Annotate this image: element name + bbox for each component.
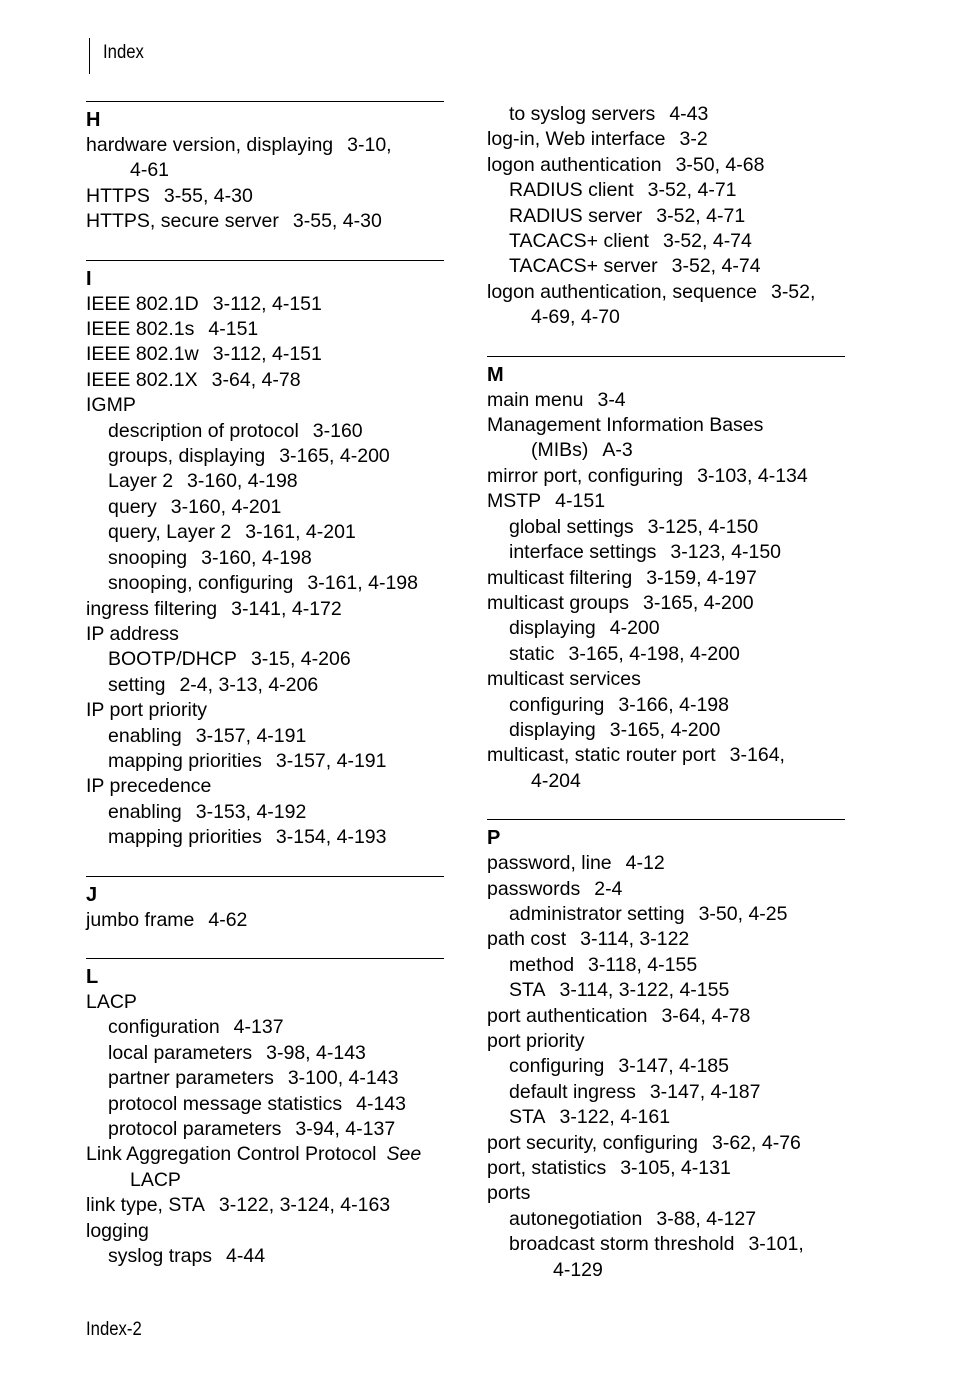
index-entry [86,1041,444,1066]
index-term: setting [108,673,166,696]
index-entry [86,1066,444,1091]
index-term: protocol parameters [108,1118,282,1140]
index-term: logon authentication [487,153,662,176]
page-references: 4-43 [669,103,709,125]
index-entry [487,1004,845,1029]
index-entry [487,388,845,413]
page-references: 3-10, [347,134,392,156]
index-entry [86,1193,444,1218]
index-entry [86,1015,444,1040]
page-references: 3-166, 4-198 [618,693,729,716]
index-term: jumbo frame [86,908,195,931]
index-entry [487,718,845,743]
index-term: configuration [108,1016,220,1039]
page-references: 3-103, 4-134 [697,464,808,487]
page-references: 4-62 [208,908,248,931]
index-entry [86,698,444,723]
index-term: IEEE 802.1X [86,368,198,391]
index-term: passwords [487,877,581,900]
index-entry [487,464,845,489]
index-entry [86,1219,444,1244]
index-term: (MIBs) [531,439,589,462]
page-references: 3-105, 4-131 [620,1157,731,1180]
index-entry [487,1080,845,1105]
section-letter: I [86,267,92,290]
index-term: broadcast storm threshold [509,1233,735,1256]
index-term: IP address [86,622,179,645]
index-term: TACACS+ client [509,230,649,253]
index-column-right [487,101,845,1283]
index-term: ports [487,1182,531,1205]
index-entry [86,673,444,698]
index-entry [86,990,444,1015]
index-section-i [86,260,444,851]
index-entry [487,927,845,952]
page-references: 3-165, 4-200 [609,718,721,741]
index-term: static [509,642,555,665]
index-term: HTTPS [86,184,150,207]
index-section-m [487,356,845,795]
index-entry [86,469,444,494]
index-entry [487,693,845,718]
index-term: port priority [487,1030,585,1052]
index-entry [487,978,845,1003]
page-references: 3-153, 4-192 [195,800,307,823]
index-entry [487,902,845,927]
page-number: Index-2 [86,1319,142,1340]
index-entry [487,877,845,902]
index-entry [86,1117,444,1142]
page-references: 3-4 [597,388,626,411]
index-term: multicast services [487,668,641,691]
index-term: password, line [487,852,612,875]
index-term: 4-129 [553,1258,603,1281]
page-references: 3-114, 3-122, 4-155 [559,979,730,1002]
index-term: IGMP [86,394,136,417]
index-entry [487,1029,845,1054]
running-header: Index [103,42,144,63]
page-references: 3-164, [729,744,785,767]
index-term: STA [509,979,546,1002]
index-entry [86,774,444,799]
index-term: local parameters [108,1041,253,1064]
index-term: IP port priority [86,699,208,722]
page-references: 3-52, 4-74 [662,230,752,253]
index-entry [487,667,845,692]
page-references: 3-123, 4-150 [670,541,782,564]
index-term: 4-204 [531,769,581,792]
index-term: autonegotiation [509,1207,643,1230]
page-references: 3-112, 4-151 [212,292,322,315]
page-references: 3-55, 4-30 [292,210,382,233]
index-term: query, Layer 2 [108,521,232,544]
index-term: Link Aggregation Control Protocol [86,1143,377,1166]
page-references: 4-12 [625,852,665,875]
index-entry [487,1131,845,1156]
index-entry [86,724,444,749]
index-term: to syslog servers [509,103,656,125]
index-term: enabling [108,800,182,823]
index-term: query [108,495,157,518]
index-term: configuring [509,1055,605,1078]
page-references: 3-154, 4-193 [275,826,387,849]
index-entry [487,1207,845,1232]
page-references: 3-122, 4-161 [559,1106,671,1129]
page-references: 3-15, 4-206 [250,648,351,671]
index-term: 4-61 [130,159,170,182]
section-letter: L [86,965,99,988]
index-term: mirror port, configuring [487,464,684,487]
index-term: IP precedence [86,775,212,798]
index-entry [86,749,444,774]
index-term: IEEE 802.1w [86,343,199,366]
page-references: 4-137 [233,1016,284,1039]
section-letter: M [487,363,504,386]
index-term: main menu [487,388,584,411]
index-entry [487,280,845,305]
index-term: global settings [509,515,634,538]
index-term: administrator setting [509,902,685,925]
index-entry [487,489,845,514]
index-entry [487,769,845,794]
index-term: snooping [108,546,188,569]
section-letter: P [487,827,501,850]
index-section-continued [487,102,845,331]
index-entry [487,743,845,768]
index-term: path cost [487,928,567,951]
index-term: port security, configuring [487,1131,698,1154]
index-entry [487,1258,845,1283]
index-term: port authentication [487,1004,648,1027]
index-entry [86,393,444,418]
index-term: LACP [86,990,137,1013]
index-entry [86,622,444,647]
page-references: 3-147, 4-187 [649,1080,761,1103]
index-entry [86,1168,444,1193]
section-rule [86,958,444,959]
index-entry [86,908,444,933]
index-entry [487,229,845,254]
index-entry [86,419,444,444]
index-term: syslog traps [108,1245,213,1268]
index-term: 4-69, 4-70 [531,306,620,329]
index-term: protocol message statistics [108,1092,343,1115]
page-references: 3-157, 4-191 [275,749,387,772]
index-term: multicast filtering [487,566,633,589]
page-references: 3-64, 4-78 [661,1004,751,1027]
page-references: A-3 [602,439,633,462]
index-entry [86,546,444,571]
index-term: displaying [509,718,596,741]
page-references: 3-2 [679,128,708,151]
index-entry [487,153,845,178]
index-term: RADIUS server [509,204,643,227]
index-entry [487,642,845,667]
page-references: 4-151 [208,318,259,341]
page-references: 3-114, 3-122 [580,928,690,951]
page-references: 3-160, 4-198 [187,470,298,493]
page-references: 4-44 [226,1245,266,1268]
index-entry [86,342,444,367]
index-entry [86,1092,444,1117]
page-references: 3-165, 4-200 [279,445,390,468]
index-term: link type, STA [86,1194,205,1217]
page-references: 3-52, 4-74 [671,255,761,278]
index-entry [487,851,845,876]
page-references: 3-165, 4-200 [642,591,754,614]
index-entry [487,102,845,127]
section-rule [86,101,444,102]
page-references: 3-50, 4-25 [698,902,788,925]
index-entry [86,292,444,317]
index-section-p [487,819,845,1283]
page-references: 3-100, 4-143 [287,1067,399,1090]
page-references: 3-52, [770,280,816,303]
index-entry [487,204,845,229]
index-entry [487,1232,845,1257]
page-references: 3-160, 4-198 [201,546,312,569]
page-references: 3-98, 4-143 [266,1041,366,1064]
index-entry [487,1105,845,1130]
page-references: 3-64, 4-78 [211,368,301,391]
index-entry [86,647,444,672]
page-references: 3-112, 4-151 [212,343,322,366]
index-term: logging [86,1219,149,1242]
section-rule [487,819,845,820]
index-entry [86,317,444,342]
index-entry [86,1244,444,1269]
index-section-h [86,101,444,235]
header-rule [89,38,90,74]
index-term: description of protocol [108,419,299,442]
page-references: 3-122, 3-124, 4-163 [218,1194,391,1217]
page-references: 3-125, 4-150 [647,515,759,538]
index-term: port, statistics [487,1157,607,1180]
index-term: LACP [130,1168,181,1191]
index-entry [487,305,845,330]
index-entry [86,800,444,825]
index-term: mapping priorities [108,749,262,772]
index-term: hardware version, displaying [86,134,334,156]
page-references: 3-50, 4-68 [675,153,765,176]
index-entry [487,540,845,565]
section-letter: J [86,883,98,906]
index-term: multicast groups [487,591,629,614]
index-term: TACACS+ server [509,255,658,278]
index-term: snooping, configuring [108,572,294,595]
index-term: configuring [509,693,605,716]
index-entry [86,571,444,596]
index-term: interface settings [509,541,657,564]
index-column-left [86,101,444,1269]
index-term: partner parameters [108,1067,274,1090]
index-entry [487,953,845,978]
page-references: 3-160 [312,419,363,442]
index-entry [86,444,444,469]
page-references: 2-4, 3-13, 4-206 [179,673,319,696]
page-references: 3-94, 4-137 [295,1118,396,1140]
index-entry [487,515,845,540]
index-entry [487,1156,845,1181]
index-term: mapping priorities [108,826,262,849]
index-entry [86,184,444,209]
index-term: default ingress [509,1080,636,1103]
index-entry [86,158,444,183]
index-entry [487,178,845,203]
index-term: groups, displaying [108,445,266,468]
index-term: method [509,953,575,976]
index-term: Layer 2 [108,470,174,493]
section-rule [86,260,444,261]
index-term: MSTP [487,490,542,513]
see-reference: See [386,1143,422,1166]
page-references: 3-159, 4-197 [646,566,757,589]
section-letter: H [86,109,101,131]
page-references: 4-200 [609,617,660,640]
index-entry [487,438,845,463]
index-entry [86,209,444,234]
index-section-l [86,958,444,1269]
index-term: ingress filtering [86,597,218,620]
index-term: STA [509,1106,546,1129]
page-references: 3-161, 4-198 [307,572,418,595]
page-references: 3-62, 4-76 [712,1131,801,1154]
index-term: HTTPS, secure server [86,210,279,233]
index-term: log-in, Web interface [487,128,666,151]
index-entry [487,1054,845,1079]
page-references: 3-118, 4-155 [588,953,698,976]
index-entry [86,1142,444,1167]
index-entry [86,368,444,393]
index-term: IEEE 802.1D [86,292,199,315]
index-term: Management Information Bases [487,414,764,437]
index-entry [86,825,444,850]
page-references: 3-147, 4-185 [618,1055,729,1078]
page-references: 3-52, 4-71 [647,179,737,202]
index-term: BOOTP/DHCP [108,648,237,671]
index-entry [487,591,845,616]
page-references: 4-151 [555,490,606,513]
index-section-j [86,876,444,933]
index-term: IEEE 802.1s [86,318,195,341]
index-term: RADIUS client [509,179,634,202]
page-references: 3-88, 4-127 [656,1207,757,1230]
index-entry [487,254,845,279]
page-references: 3-141, 4-172 [231,597,342,620]
index-term: logon authentication, sequence [487,280,757,303]
index-entry [487,1181,845,1206]
index-entry [487,127,845,152]
index-term: displaying [509,617,596,640]
page-references: 3-101, [748,1233,804,1256]
page-references: 3-165, 4-198, 4-200 [568,642,740,665]
page-references: 3-160, 4-201 [170,495,282,518]
index-entry [487,616,845,641]
index-entry [86,597,444,622]
page-references: 4-143 [356,1092,406,1115]
index-term: multicast, static router port [487,744,716,767]
page-references: 3-52, 4-71 [656,204,746,227]
index-term: enabling [108,724,182,747]
index-entry [86,495,444,520]
index-entry [86,133,444,158]
page-references: 3-55, 4-30 [163,184,253,207]
index-entry [86,520,444,545]
index-entry [487,413,845,438]
page-references: 2-4 [594,877,623,900]
page-references: 3-161, 4-201 [245,521,356,544]
index-entry [487,566,845,591]
section-rule [86,876,444,877]
page-references: 3-157, 4-191 [195,724,307,747]
section-rule [487,356,845,357]
